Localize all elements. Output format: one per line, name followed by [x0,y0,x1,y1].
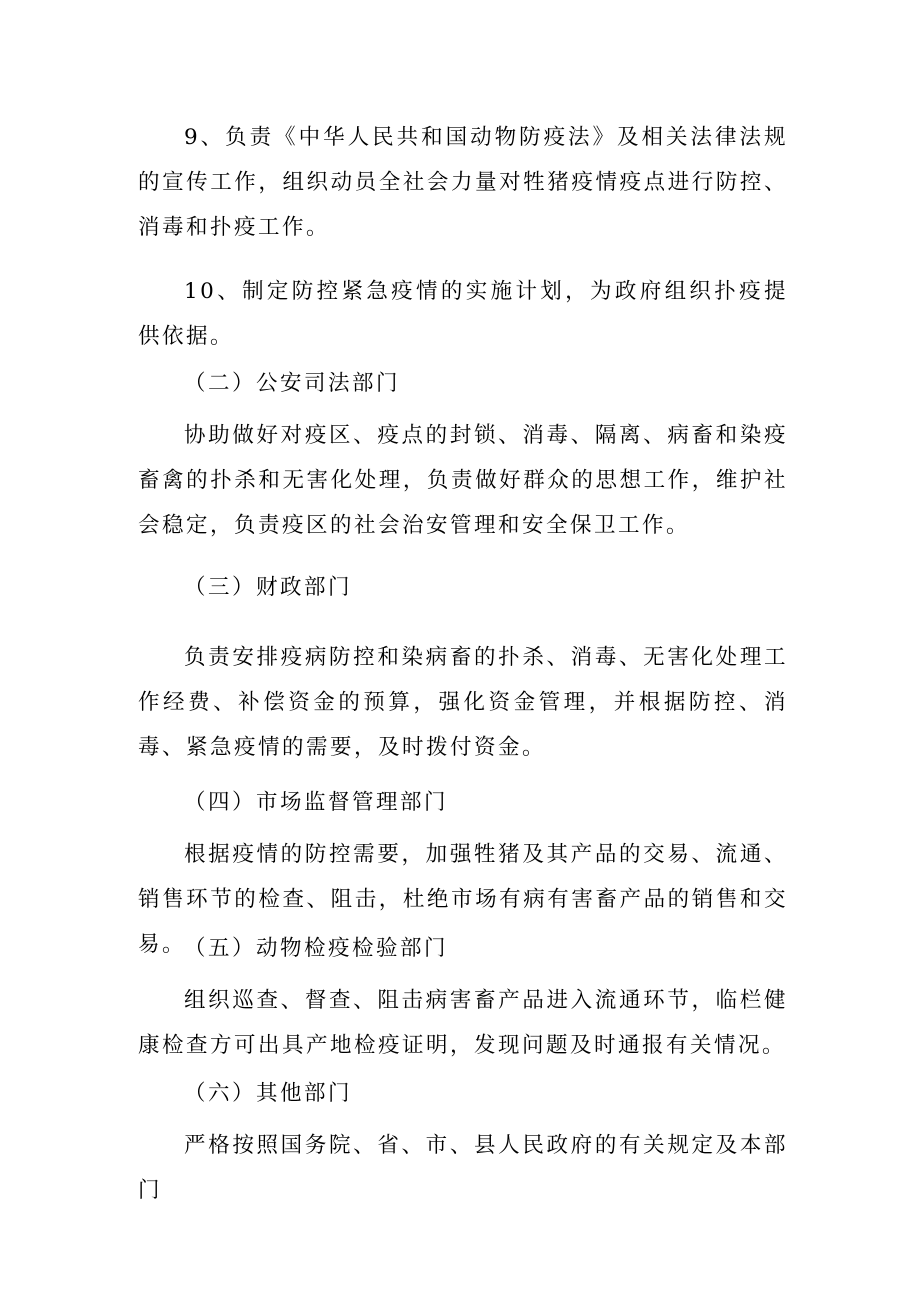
section-heading-public-security: （二）公安司法部门 [184,371,401,396]
section-heading-other-departments: （六）其他部门 [184,1081,353,1106]
paragraph-other-departments: 严格按照国务院、省、市、县人民政府的有关规定及本部门 [138,1133,788,1203]
paragraph-item-9: 9、负责《中华人民共和国动物防疫法》及相关法律法规的宣传工作，组织动员全社会力量对牲猪疫情疫点进行防控、消毒和扑疫工作。 [138,125,788,240]
section-heading-finance: （三）财政部门 [184,575,353,600]
paragraph-item-10: 10、制定防控紧急疫情的实施计划，为政府组织扑疫提供依据。 [138,279,788,349]
paragraph-market-supervision: 根据疫情的防控需要，加强牲猪及其产品的交易、流通、销售环节的检查、阻击，杜绝市场有病有害畜产品的销售和交易。 [138,842,788,957]
section-heading-animal-quarantine: （五）动物检疫检验部门 [184,936,449,961]
section-heading-market-supervision: （四）市场监督管理部门 [184,790,449,815]
paragraph-animal-quarantine: 组织巡查、督查、阻击病害畜产品进入流通环节，临栏健康检查方可出具产地检疫证明，发现问题及时通报有关情况。 [138,988,788,1058]
paragraph-public-security: 协助做好对疫区、疫点的封锁、消毒、隔离、病畜和染疫畜禽的扑杀和无害化处理，负责做好群众的思想工作，维护社会稳定，负责疫区的社会治安管理和安全保卫工作。 [138,423,788,538]
paragraph-finance: 负责安排疫病防控和染病畜的扑杀、消毒、无害化处理工作经费、补偿资金的预算，强化资金管理，并根据防控、消毒、紧急疫情的需要，及时拨付资金。 [138,645,788,760]
